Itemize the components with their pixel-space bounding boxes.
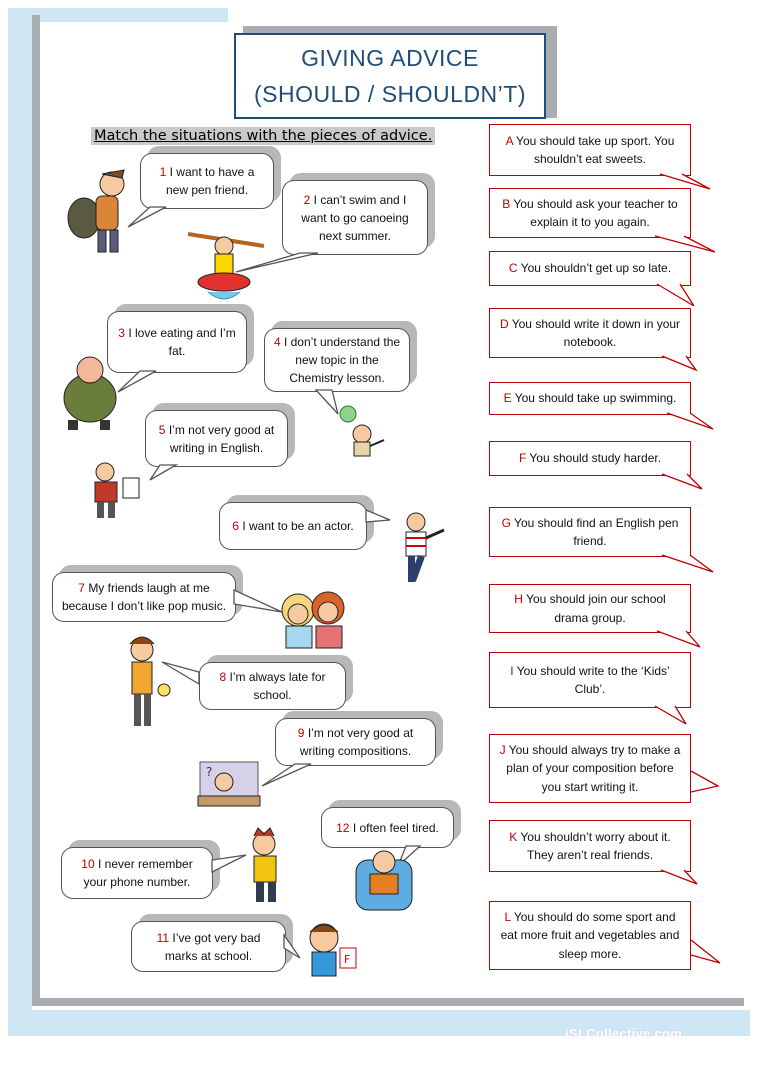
- canoeist-figure: [188, 226, 268, 306]
- situation-number: 11: [156, 930, 170, 945]
- situation-text: I want to have a new pen friend.: [165, 165, 255, 197]
- situation-number: 7: [78, 581, 85, 595]
- situation-text: I don’t understand the new topic in the Chemistry lesson.: [283, 335, 401, 385]
- situation-text: I want to be an actor.: [242, 519, 354, 533]
- advice-text: You should write it down in your notebook.: [511, 316, 681, 349]
- advice-letter: E: [503, 391, 512, 406]
- situation-number: 12: [336, 820, 350, 835]
- situation-number: 2: [303, 192, 311, 207]
- advice-letter: C: [508, 261, 518, 276]
- situation-text: I can’t swim and I want to go canoeing next summer.: [301, 192, 409, 243]
- situation-text: My friends laugh at me because I don’t like pop music.: [61, 581, 227, 613]
- advice-letter: H: [514, 592, 523, 606]
- situation-text: I never remember your phone number.: [83, 857, 193, 889]
- advice-text: You should ask your teacher to explain it to you again.: [513, 196, 678, 229]
- situation-number: 8: [219, 670, 227, 684]
- tired-man-figure: [348, 840, 420, 916]
- late-woman-figure: [118, 634, 174, 734]
- title-line-2: (SHOULD / SHOULDN’T): [254, 81, 526, 107]
- advice-text: You shouldn’t get up so late.: [520, 261, 672, 276]
- advice-letter: I: [510, 663, 514, 678]
- advice-text: You should take up swimming.: [514, 391, 677, 406]
- advice-text: You should join our school drama group.: [526, 592, 666, 625]
- svg-text:F: F: [344, 953, 351, 966]
- situation-number: 1: [159, 165, 167, 179]
- situation-text: I often feel tired.: [352, 820, 439, 835]
- situation-text: I’m not very good at writing compositions.: [299, 726, 414, 758]
- desk-writer-figure: [194, 752, 264, 814]
- footer-watermark: iSLCollective.com: [565, 1026, 683, 1041]
- laughing-girls-figure: [274, 582, 354, 650]
- advice-letter: F: [518, 451, 527, 466]
- chemist-figure: [332, 404, 392, 464]
- situation-text: I’ve got very bad marks at school.: [164, 930, 261, 963]
- situation-number: 3: [118, 326, 125, 340]
- advice-letter: B: [502, 196, 511, 211]
- advice-letter: J: [499, 742, 506, 757]
- situation-number: 5: [158, 422, 166, 437]
- actor-figure: [394, 510, 450, 588]
- advice-text: You should take up sport. You shouldn’t eat sweets.: [516, 133, 675, 166]
- situation-number: 4: [273, 335, 281, 349]
- situation-number: 6: [232, 519, 239, 533]
- advice-text: You should always try to make a plan of your composition before you start writing it.: [506, 742, 681, 794]
- title-line-1: GIVING ADVICE: [301, 45, 479, 71]
- advice-text: You should study harder.: [529, 451, 662, 466]
- advice-letter: K: [509, 829, 518, 844]
- advice-letter: D: [499, 316, 509, 331]
- situation-number: 10: [81, 857, 95, 871]
- advice-text: You should write to the ‘Kids’ Club’.: [516, 663, 670, 696]
- situation-text: I’m not very good at writing in English.: [168, 422, 275, 455]
- advice-letter: A: [505, 133, 513, 148]
- advice-letter: L: [504, 909, 511, 924]
- situation-text: I love eating and I’m fat.: [128, 326, 236, 358]
- writing-boy-figure: [83, 460, 147, 522]
- svg-text:?: ?: [206, 765, 213, 779]
- situation-text: I’m always late for school.: [229, 670, 326, 702]
- fat-man-figure: [48, 352, 128, 432]
- advice-letter: G: [501, 515, 511, 530]
- bad-marks-boy-figure: [298, 918, 368, 984]
- instruction: Match the situations with the pieces of advice.: [91, 127, 435, 145]
- mailman-figure: [62, 160, 152, 260]
- advice-text: You should do some sport and eat more fruit and vegetables and sleep more.: [500, 909, 680, 961]
- advice-text: You should find an English pen friend.: [514, 515, 679, 548]
- forgetful-man-figure: [238, 826, 304, 906]
- advice-text: You shouldn’t worry about it. They aren’t real friends.: [520, 829, 671, 862]
- situation-number: 9: [297, 726, 305, 740]
